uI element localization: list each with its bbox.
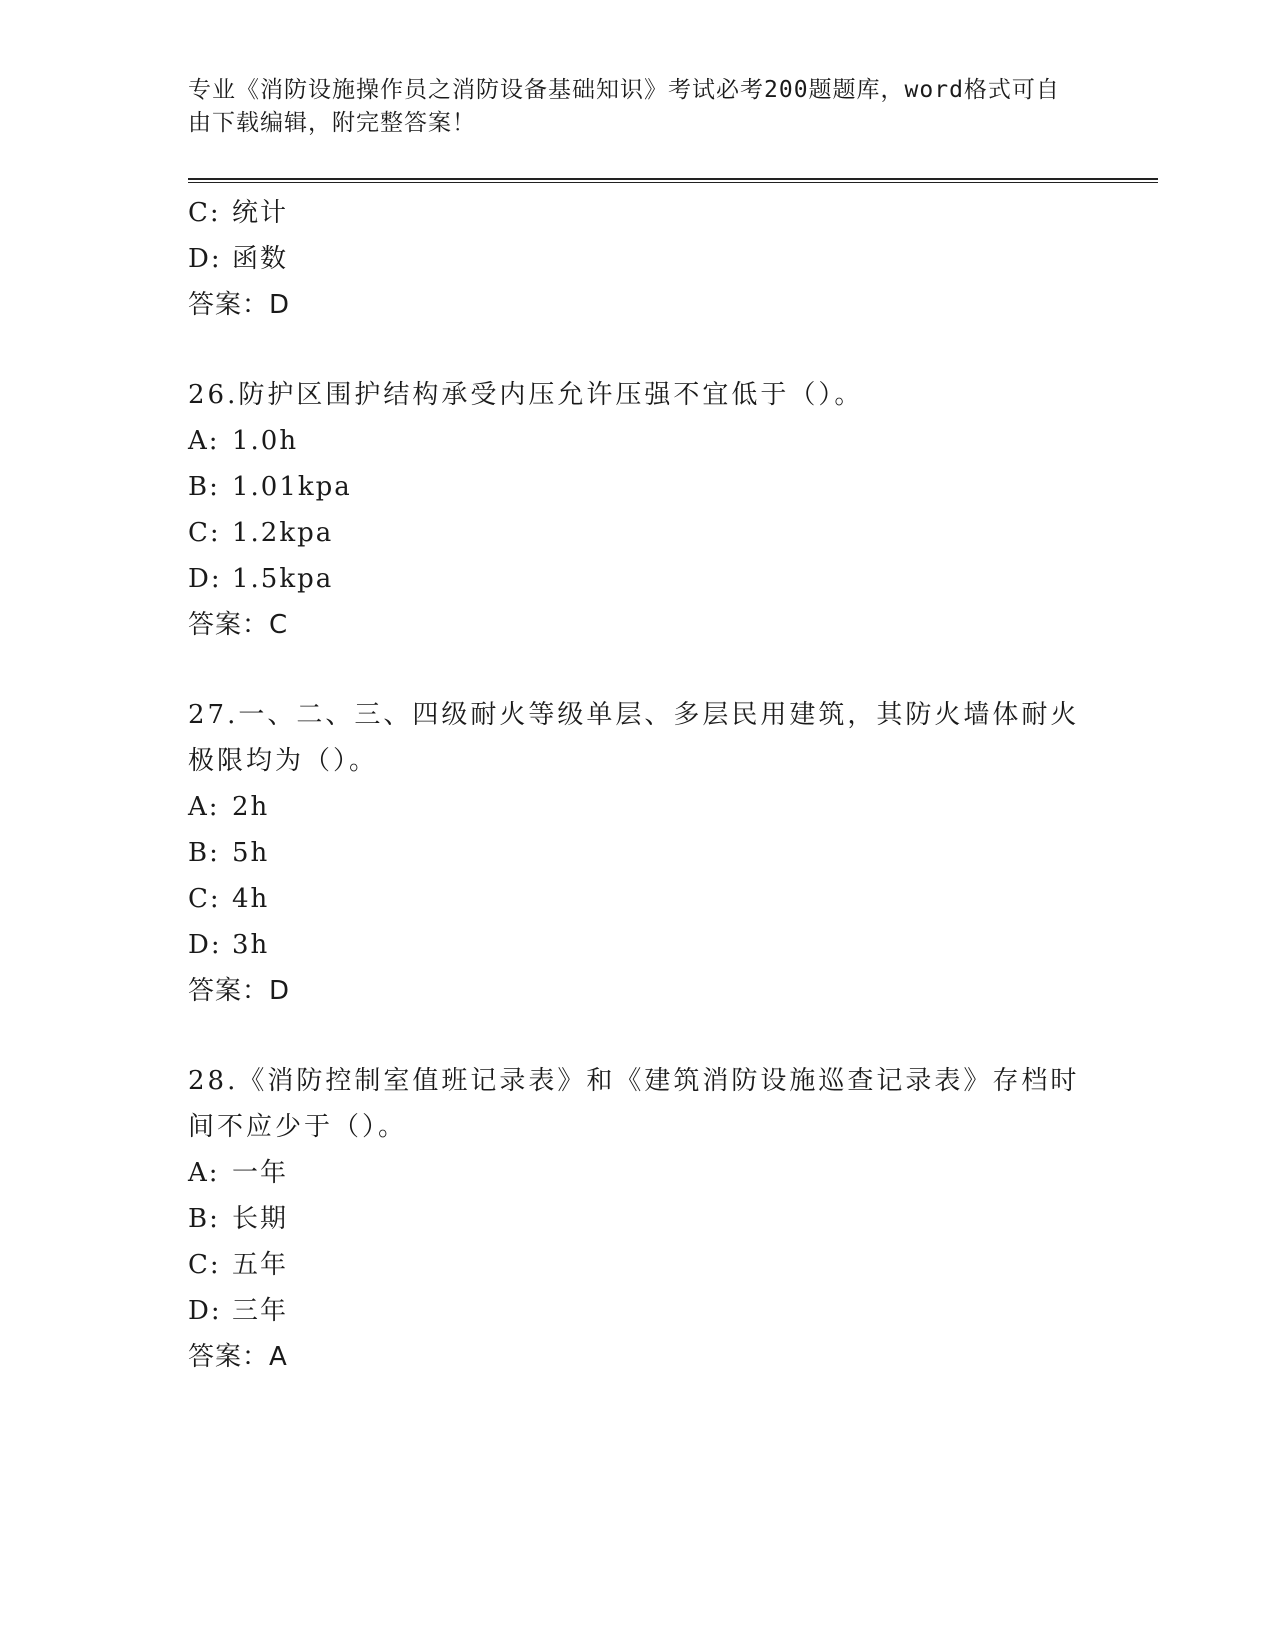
option-a xyxy=(188,1150,1088,1196)
option-label: A: xyxy=(188,1158,220,1188)
question-27 xyxy=(188,692,1088,1014)
document-body xyxy=(188,190,1088,1380)
option-label: D: xyxy=(188,930,222,960)
option-text: 2h xyxy=(232,792,270,822)
question-text: 28.《消防控制室值班记录表》和《建筑消防设施巡查记录表》存档时间不应少于（）。 xyxy=(188,1066,1080,1142)
option-a xyxy=(188,418,1088,464)
option-label: A: xyxy=(188,792,220,822)
answer-line: 答案：D xyxy=(188,290,291,320)
option-text: 五年 xyxy=(232,1250,289,1280)
option-a xyxy=(188,784,1088,830)
option-label: B: xyxy=(188,472,220,502)
option-d xyxy=(188,556,1088,602)
option-text: 3h xyxy=(232,930,270,960)
option-c xyxy=(188,1242,1088,1288)
option-text: 长期 xyxy=(232,1204,289,1234)
question-text: 26.防护区围护结构承受内压允许压强不宜低于（）。 xyxy=(188,380,864,410)
option-d xyxy=(188,1288,1088,1334)
question-28 xyxy=(188,1058,1088,1380)
option-label: D: xyxy=(188,1296,222,1326)
answer-line: 答案：C xyxy=(188,610,289,640)
question-text: 27.一、二、三、四级耐火等级单层、多层民用建筑，其防火墙体耐火极限均为（）。 xyxy=(188,700,1080,776)
answer-line: 答案：A xyxy=(188,1342,288,1372)
option-text: 1.2kpa xyxy=(232,518,334,548)
question-26 xyxy=(188,372,1088,648)
option-label: D: xyxy=(188,564,222,594)
option-c xyxy=(188,876,1088,922)
option-d xyxy=(188,236,1088,282)
option-text: 4h xyxy=(232,884,270,914)
option-b xyxy=(188,830,1088,876)
option-text: 1.0h xyxy=(232,426,299,456)
option-text: 5h xyxy=(232,838,270,868)
option-text: 1.01kpa xyxy=(232,472,352,502)
option-b xyxy=(188,1196,1088,1242)
option-label: C: xyxy=(188,198,221,228)
option-label: B: xyxy=(188,1204,220,1234)
prev-question-tail xyxy=(188,190,1088,328)
document-header: 专业《消防设施操作员之消防设备基础知识》考试必考200题题库，word格式可自由下载编辑，附完整答案！ xyxy=(188,77,1060,136)
option-text: 一年 xyxy=(232,1158,289,1188)
header-divider-thin xyxy=(188,182,1158,183)
option-text: 统计 xyxy=(232,198,289,228)
option-d xyxy=(188,922,1088,968)
answer-line: 答案：D xyxy=(188,976,291,1006)
option-label: B: xyxy=(188,838,220,868)
option-label: C: xyxy=(188,1250,221,1280)
option-text: 1.5kpa xyxy=(232,564,334,594)
option-c xyxy=(188,190,1088,236)
option-label: C: xyxy=(188,518,221,548)
option-text: 函数 xyxy=(232,244,289,274)
option-c xyxy=(188,510,1088,556)
option-label: A: xyxy=(188,426,220,456)
header-divider-thick xyxy=(188,178,1158,180)
option-label: C: xyxy=(188,884,221,914)
option-label: D: xyxy=(188,244,222,274)
option-text: 三年 xyxy=(232,1296,289,1326)
option-b xyxy=(188,464,1088,510)
